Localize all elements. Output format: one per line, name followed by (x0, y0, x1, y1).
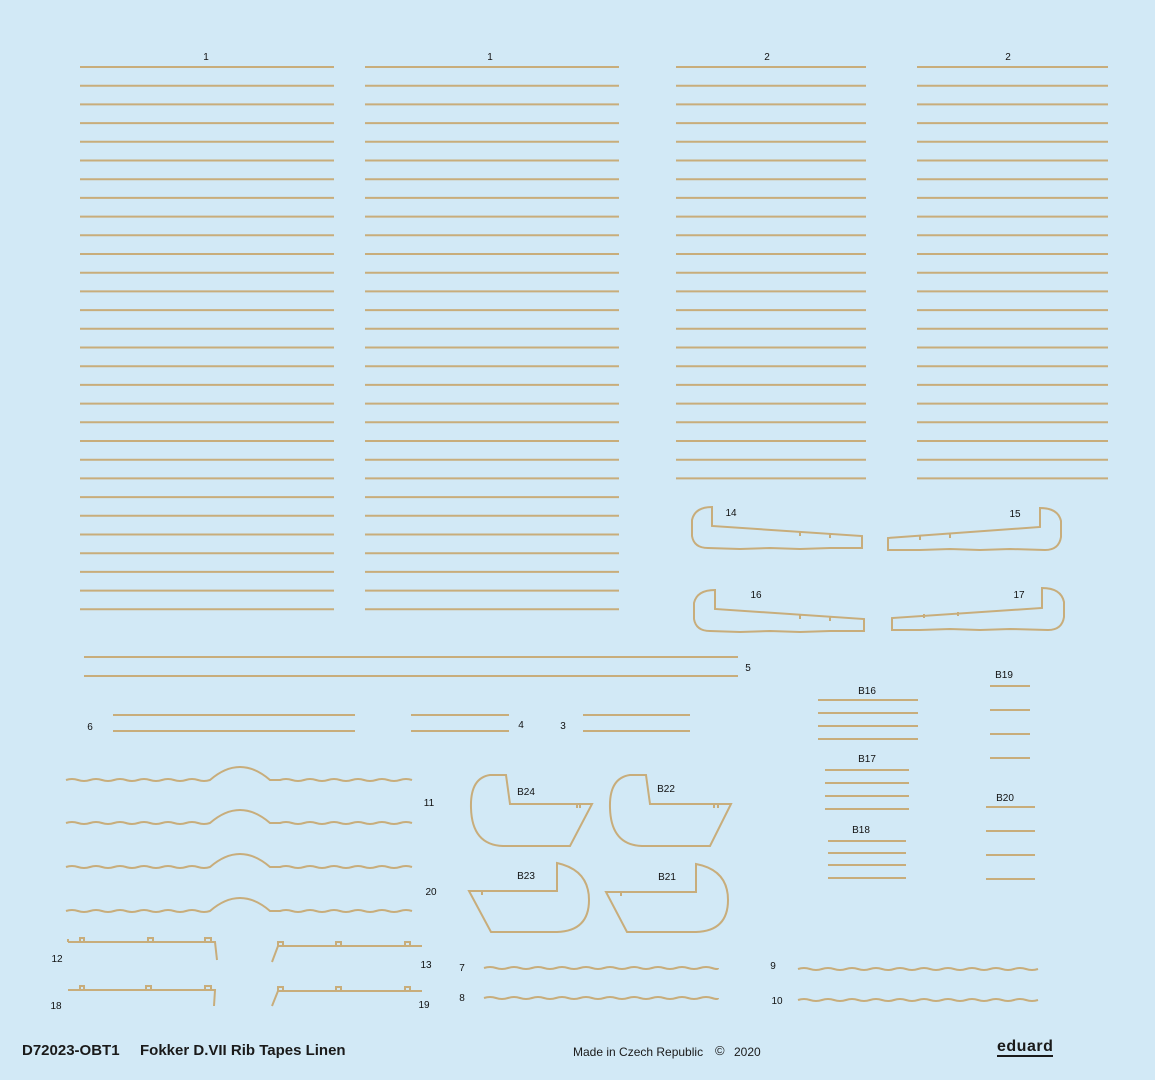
part-number-p15: 15 (1009, 509, 1021, 520)
tape-10 (798, 999, 1038, 1001)
part-number-p9: 9 (770, 961, 776, 972)
part-number-p16: 16 (750, 590, 762, 601)
tape-11-upper (66, 767, 412, 781)
part-number-b22: B22 (657, 784, 675, 795)
part-number-p3: 3 (560, 721, 566, 732)
part-number-p20: 20 (425, 887, 437, 898)
part-number-p19: 19 (418, 1000, 430, 1011)
part-number-p1: 1 (203, 52, 209, 63)
part-number-p13: 13 (420, 960, 432, 971)
part-number-p6: 6 (87, 722, 93, 733)
part-number-p8: 8 (459, 993, 465, 1004)
tape-13 (272, 942, 422, 962)
tape-12 (68, 938, 217, 960)
tape-11-lower (66, 810, 412, 824)
part-number-p14: 14 (725, 508, 737, 519)
part-number-b24: B24 (517, 787, 535, 798)
brand-logo: eduard (997, 1038, 1054, 1055)
product-title: Fokker D.VII Rib Tapes Linen (140, 1042, 346, 1059)
part-number-p11: 11 (423, 798, 435, 809)
tape-18 (68, 986, 215, 1006)
part-number-p12: 12 (51, 954, 63, 965)
tape-20-upper (66, 854, 412, 868)
part-number-b18: B18 (852, 825, 870, 836)
part-number-b17: B17 (858, 754, 876, 765)
copyright-year: 2020 (734, 1045, 761, 1059)
tape-17 (892, 588, 1064, 630)
part-number-p1: 1 (487, 52, 493, 63)
part-number-p2: 2 (1005, 52, 1011, 63)
part-number-p10: 10 (771, 996, 783, 1007)
tape-8 (484, 997, 718, 999)
part-number-p5: 5 (745, 663, 751, 674)
part-number-b21: B21 (658, 872, 676, 883)
tape-9 (798, 968, 1038, 970)
tape-b24 (471, 775, 592, 846)
part-number-b20: B20 (996, 793, 1014, 804)
part-number-b16: B16 (858, 686, 876, 697)
copyright-symbol: © (715, 1043, 725, 1058)
part-number-p17: 17 (1013, 590, 1025, 601)
part-number-b23: B23 (517, 871, 535, 882)
tape-14 (692, 507, 862, 549)
part-number-p2: 2 (764, 52, 770, 63)
tape-7 (484, 967, 718, 969)
tape-16 (694, 590, 864, 632)
tape-20-lower (66, 898, 412, 912)
part-number-p7: 7 (459, 963, 465, 974)
part-number-p4: 4 (518, 720, 524, 731)
tape-15 (888, 508, 1061, 550)
tape-19 (272, 987, 422, 1006)
product-code: D72023-OBT1 (22, 1042, 120, 1059)
made-in-label: Made in Czech Republic (573, 1045, 704, 1059)
part-number-b19: B19 (995, 670, 1013, 681)
part-number-p18: 18 (50, 1001, 62, 1012)
